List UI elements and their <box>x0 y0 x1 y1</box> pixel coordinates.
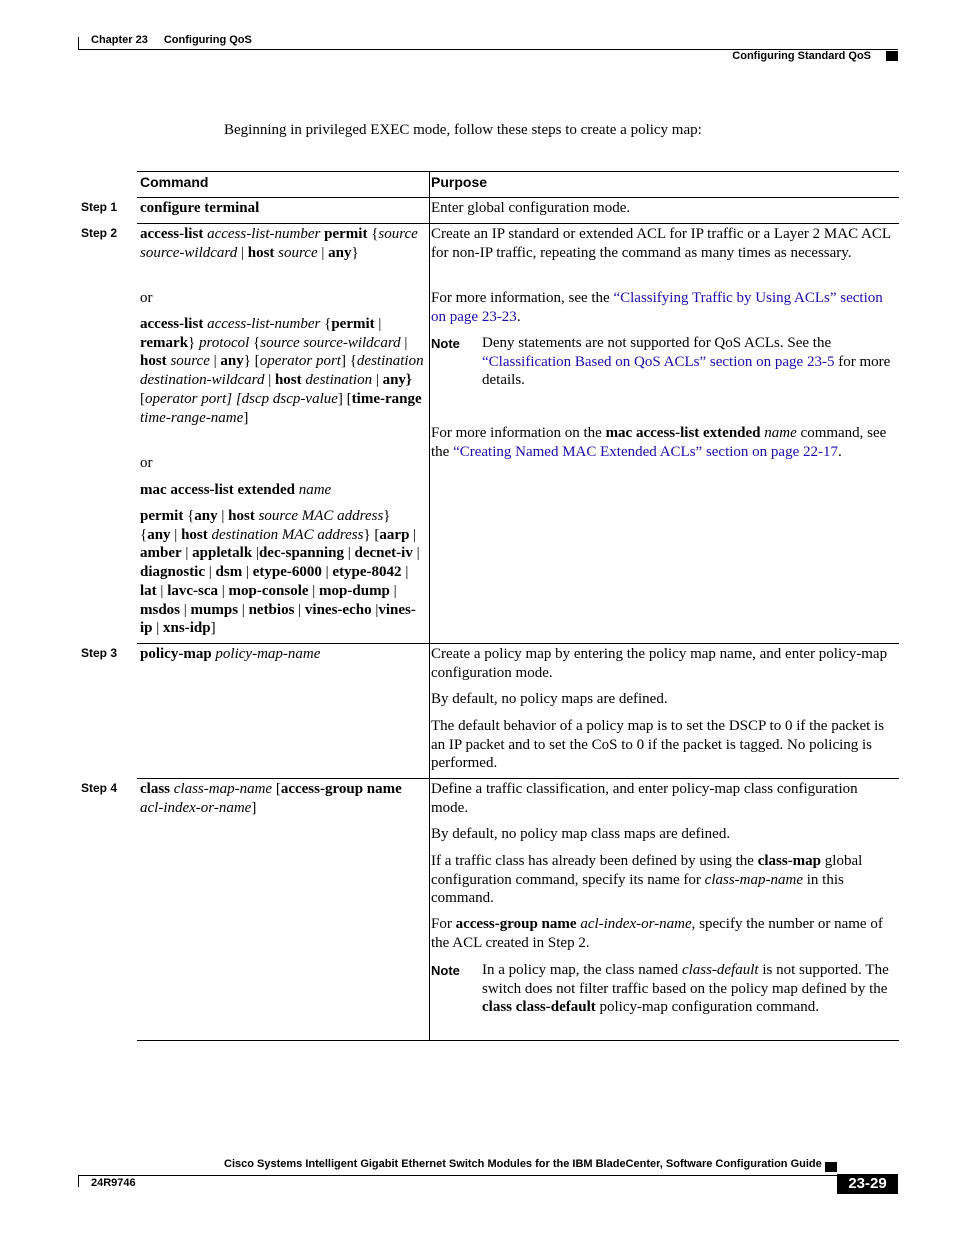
note-label: Note <box>431 963 460 978</box>
step4-command: class class-map-name [access-group name acl-index-or-name] <box>140 781 402 816</box>
bold-keyword: etype-8042 <box>332 564 402 581</box>
step4-note-text: In a policy map, the class named class-default is not supported. The switch does not filter traffic based on the policy map defined by the class class-default policy-map configuration command. <box>482 962 889 1016</box>
italic-argument: acl-index-or-name <box>580 916 692 932</box>
bold-keyword: amber <box>140 545 182 562</box>
bold-keyword: dsm <box>215 564 243 581</box>
step2-purpose-reference[interactable]: For more information, see the “Classifying Traffic by Using ACLs” section on page 23-23. <box>431 290 883 325</box>
page-number: 23-29 <box>837 1174 898 1194</box>
bold-keyword: host <box>181 526 208 543</box>
bold-keyword: access-list <box>140 316 204 332</box>
step3-purpose-behavior: The default behavior of a policy map is to set the DSCP to 0 if the packet is an IP packet and to set the CoS to 0 if the packet is tagged. No policing is performed. <box>431 718 885 772</box>
bold-keyword: diagnostic <box>140 564 206 581</box>
bold-keyword: aarp <box>379 526 410 543</box>
bold-keyword: policy-map <box>140 646 212 662</box>
step2-command-extended-acl: access-list access-list-number {permit | remark} protocol {source source-wildcard | host source | any} [operator port] {destination destination-wildcard | host destination | any} [operator port] [dscp dscp-value] [time-range time-range-name] <box>140 316 424 426</box>
italic-argument: time-range-name <box>140 409 244 426</box>
bold-keyword: mop-console <box>228 582 309 599</box>
table-top-rule <box>137 171 899 172</box>
bold-keyword: host <box>140 353 167 370</box>
italic-argument: source MAC address <box>258 508 384 524</box>
chapter-number: Chapter 23 <box>91 34 148 46</box>
italic-argument: name <box>298 482 332 498</box>
header-marker <box>886 51 898 61</box>
italic-argument: class-default <box>681 962 759 978</box>
italic-argument: acl-index-or-name <box>140 799 252 816</box>
chapter-title: Configuring QoS <box>163 34 252 46</box>
bold-keyword: class <box>140 781 170 797</box>
bold-keyword: permit <box>324 226 368 242</box>
footer-doc-number: 24R9746 <box>91 1177 136 1189</box>
bold-keyword: lat <box>140 582 157 599</box>
bold-keyword: etype-6000 <box>252 564 322 581</box>
bold-keyword: mac access-list extended <box>140 482 295 498</box>
italic-argument: source <box>278 244 318 261</box>
step4-purpose-default: By default, no policy map class maps are defined. <box>431 826 731 842</box>
bold-keyword: class-map <box>757 853 822 869</box>
bold-keyword: dec-spanning <box>258 545 344 562</box>
footer-rule <box>78 1175 898 1176</box>
step3-purpose-default: By default, no policy maps are defined. <box>431 691 668 707</box>
italic-argument: operator port <box>259 353 341 370</box>
header-bottom-rule <box>137 197 899 198</box>
table-bottom-rule <box>137 1040 899 1041</box>
bold-keyword: decnet-iv <box>354 545 413 562</box>
step-label: Step 1 <box>81 200 118 214</box>
step2-or-separator: or <box>140 290 153 306</box>
bold-keyword: permit <box>331 316 375 332</box>
bold-keyword: msdos <box>140 601 181 618</box>
step-label: Step 3 <box>81 646 118 660</box>
step-label: Step 4 <box>81 781 118 795</box>
footer-tick <box>78 1175 79 1187</box>
cross-reference-link[interactable]: “Classification Based on QoS ACLs” section on page 23-5 <box>482 353 835 370</box>
bold-keyword: any <box>328 244 352 261</box>
footer-book-title: Cisco Systems Intelligent Gigabit Ethernet Switch Modules for the IBM BladeCenter, Software Configuration Guide <box>224 1158 822 1170</box>
row-rule <box>137 643 899 644</box>
bold-keyword: mac access-list extended <box>605 425 761 441</box>
cross-reference-link[interactable]: “Classifying Traffic by Using ACLs” section on page 23-23 <box>431 290 883 325</box>
footer-marker <box>825 1162 837 1172</box>
bold-keyword: access-group name <box>280 781 402 797</box>
step2-note-text[interactable]: Deny statements are not supported for QoS ACLs. See the “Classification Based on QoS ACLs” section on page 23-5 for more details. <box>482 335 891 389</box>
intro-paragraph: Beginning in privileged EXEC mode, follow these steps to create a policy map: <box>224 122 702 138</box>
bold-keyword: host <box>228 508 255 524</box>
bold-keyword: any <box>220 353 244 370</box>
italic-argument: protocol <box>199 334 250 351</box>
italic-argument: destination destination-wildcard <box>140 353 424 389</box>
step-label: Step 2 <box>81 226 118 240</box>
italic-argument: policy-map-name <box>215 646 321 662</box>
step4-purpose-text: Define a traffic classification, and enter policy-map class configuration mode. <box>431 781 858 816</box>
bold-keyword: mop-dump <box>319 582 390 599</box>
bold-keyword: access-list <box>140 226 204 242</box>
row-rule <box>137 778 899 779</box>
step2-or-separator: or <box>140 455 153 471</box>
bold-keyword: host <box>274 372 302 389</box>
italic-argument: access-list-number <box>207 316 321 332</box>
step2-command-permit: permit {any | host source MAC address} {any | host destination MAC address} [aarp | amber | appletalk |dec-spanning | decnet-iv | diagnostic | dsm | etype-6000 | etype-8042 | lat | lavc-sca | mop-console | mop-dump | msdos | mumps | netbios | vines-echo |vines-ip | xns-idp] <box>140 508 420 637</box>
step2-command-mac-acl <box>140 481 424 500</box>
step4-purpose-class-map: If a traffic class has already been defined by using the class-map global configuration command, specify its name for class-map-name in this command. <box>431 853 863 907</box>
bold-keyword: lavc-sca <box>167 582 219 599</box>
bold-keyword: appletalk <box>192 545 253 562</box>
bold-keyword: time-range <box>351 390 422 407</box>
bold-keyword: host <box>247 244 275 261</box>
step1-purpose: Enter global configuration mode. <box>431 200 631 216</box>
step2-purpose-mac-reference[interactable]: For more information on the mac access-list extended name command, see the “Creating Named MAC Extended ACLs” section on page 22-17. <box>431 425 887 460</box>
bold-keyword: any} <box>382 372 412 389</box>
note-label: Note <box>431 336 460 351</box>
bold-keyword: netbios <box>248 601 295 618</box>
bold-keyword: remark <box>140 334 189 351</box>
step2-command-ip-acl: access-list access-list-number permit {source source-wildcard | host source | any} <box>140 226 418 261</box>
italic-argument: destination <box>305 372 373 389</box>
column-header-purpose: Purpose <box>431 174 488 190</box>
step1-command: configure terminal <box>140 200 260 216</box>
bold-keyword: vines-echo <box>304 601 372 618</box>
running-header-chapter <box>91 34 252 46</box>
bold-keyword: any <box>147 526 171 543</box>
italic-argument: destination MAC address <box>211 526 364 543</box>
column-divider <box>429 171 430 1041</box>
italic-argument: class-map-name <box>173 781 273 797</box>
italic-argument: name <box>764 425 797 441</box>
step2-purpose-text: Create an IP standard or extended ACL for IP traffic or a Layer 2 MAC ACL for non-IP traffic, repeating the command as many times as necessary. <box>431 226 891 261</box>
italic-argument: source <box>170 353 210 370</box>
bold-keyword: any <box>194 508 218 524</box>
bold-keyword: mumps <box>190 601 239 618</box>
column-header-command: Command <box>140 174 209 190</box>
running-header-section: Configuring Standard QoS <box>732 50 871 62</box>
italic-argument: source source-wildcard <box>260 334 401 351</box>
bold-keyword: vines-ip <box>140 601 416 637</box>
cross-reference-link[interactable]: “Creating Named MAC Extended ACLs” section on page 22-17 <box>453 443 838 460</box>
step3-purpose-text: Create a policy map by entering the policy map name, and enter policy-map configuration mode. <box>431 646 888 681</box>
bold-keyword: xns-idp <box>163 620 211 637</box>
bold-keyword: access-group name <box>455 916 577 932</box>
italic-argument: source source-wildcard <box>140 226 418 261</box>
row-rule <box>137 223 899 224</box>
bold-keyword: class class-default <box>482 999 596 1016</box>
step4-purpose-access-group: For access-group name acl-index-or-name, specify the number or name of the ACL created in Step 2. <box>431 916 883 951</box>
bold-keyword: permit <box>140 508 184 524</box>
italic-argument: operator port] [dscp dscp-value <box>145 390 338 407</box>
italic-argument: access-list-number <box>207 226 321 242</box>
step3-command <box>140 645 424 664</box>
italic-argument: class-map-name <box>704 871 803 888</box>
